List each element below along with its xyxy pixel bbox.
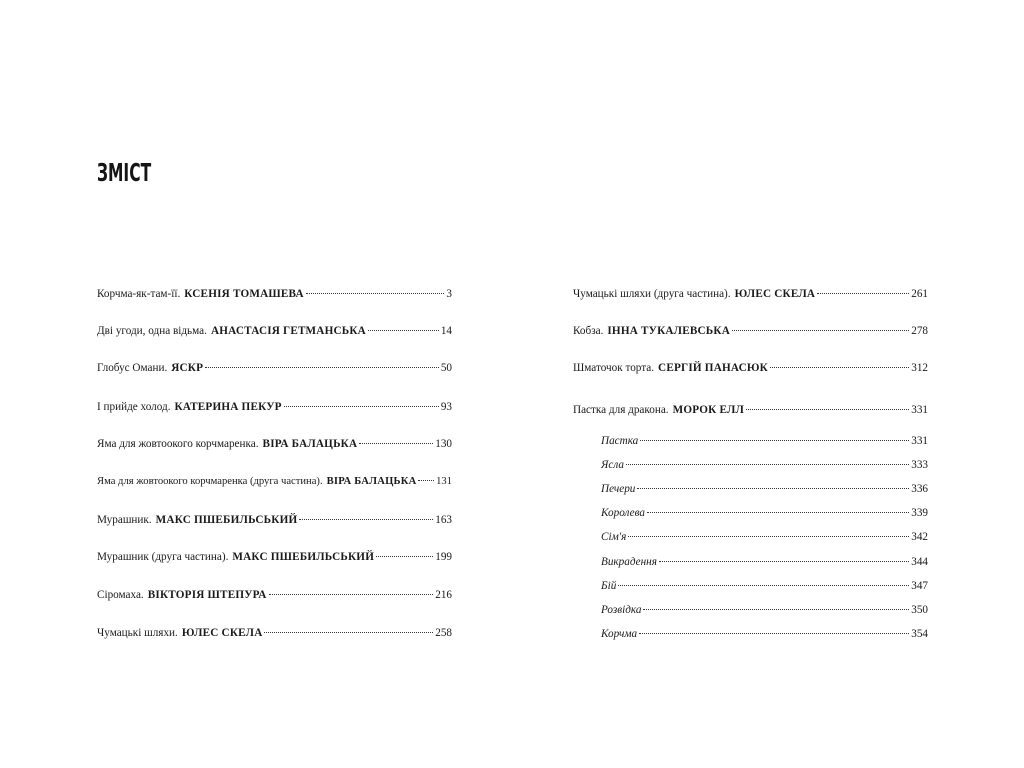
toc-subentry xyxy=(601,458,928,472)
entry-author: ЮЛЕС СКЕЛА xyxy=(734,288,816,300)
toc-entry xyxy=(97,400,452,414)
dot-leader xyxy=(306,293,445,294)
toc-subentry xyxy=(601,506,928,520)
dot-leader xyxy=(643,609,909,610)
subentry-page: 354 xyxy=(911,628,928,640)
dot-leader xyxy=(376,556,433,557)
entry-title: Чумацькі шляхи (друга частина). xyxy=(573,288,731,300)
subentry-page: 344 xyxy=(911,556,928,568)
toc-entry xyxy=(97,550,452,564)
entry-title: Пастка для дракона. xyxy=(573,404,669,416)
entry-author: КАТЕРИНА ПЕКУР xyxy=(174,401,282,413)
entry-title: Яма для жовтоокого корчмаренка. xyxy=(97,438,259,450)
subentry-title: Сім'я xyxy=(601,531,627,543)
entry-author: МАКС ПШЕБИЛЬСЬКИЙ xyxy=(232,551,375,563)
entry-author: МАКС ПШЕБИЛЬСЬКИЙ xyxy=(155,514,298,526)
subentry-page: 350 xyxy=(911,604,928,616)
subentry-title: Королева xyxy=(601,507,646,519)
entry-page: 258 xyxy=(435,627,452,639)
entry-title: Мурашник. xyxy=(97,514,152,526)
dot-leader xyxy=(626,464,909,465)
page-title: ЗМІСТ xyxy=(97,158,152,187)
entry-title: Мурашник (друга частина). xyxy=(97,551,229,563)
subentry-title: Викрадення xyxy=(601,556,657,568)
entry-page: 131 xyxy=(436,476,452,487)
subentry-page: 342 xyxy=(911,531,928,543)
toc-entry xyxy=(97,437,452,451)
toc-entry xyxy=(573,324,928,338)
dot-leader xyxy=(640,440,909,441)
subentry-title: Печери xyxy=(601,483,636,495)
entry-page: 3 xyxy=(446,288,452,300)
entry-page: 163 xyxy=(435,514,452,526)
dot-leader xyxy=(746,409,909,410)
entry-author: ЮЛЕС СКЕЛА xyxy=(181,627,263,639)
entry-title: Кобза. xyxy=(573,325,604,337)
toc-entry xyxy=(97,361,452,375)
toc-subentry xyxy=(601,434,928,448)
entry-page: 93 xyxy=(440,401,452,413)
dot-leader xyxy=(359,443,433,444)
subentry-page: 339 xyxy=(911,507,928,519)
toc-entry xyxy=(573,403,928,417)
entry-title: І прийде холод. xyxy=(97,401,171,413)
toc-entry xyxy=(97,588,452,602)
dot-leader xyxy=(659,561,909,562)
entry-title: Яма для жовтоокого корчмаренка (друга частина). xyxy=(97,476,323,487)
dot-leader xyxy=(618,585,909,586)
entry-page: 130 xyxy=(435,438,452,450)
entry-page: 261 xyxy=(911,288,928,300)
toc-entry xyxy=(97,513,452,527)
entry-page: 278 xyxy=(911,325,928,337)
dot-leader xyxy=(732,330,909,331)
toc-subentry xyxy=(601,482,928,496)
toc-entry xyxy=(97,287,452,301)
entry-author: ВІКТОРІЯ ШТЕПУРА xyxy=(147,589,267,601)
dot-leader xyxy=(628,536,909,537)
entry-page: 199 xyxy=(435,551,452,563)
dot-leader xyxy=(817,293,909,294)
entry-author: АНАСТАСІЯ ГЕТМАНСЬКА xyxy=(210,325,366,337)
subentry-page: 333 xyxy=(911,459,928,471)
toc-subentry xyxy=(601,555,928,569)
dot-leader xyxy=(269,594,434,595)
toc-entry xyxy=(97,324,452,338)
entry-title: Сіромаха. xyxy=(97,589,144,601)
dot-leader xyxy=(770,367,909,368)
subentry-title: Пастка xyxy=(601,435,639,447)
dot-leader xyxy=(418,480,434,481)
entry-page: 312 xyxy=(911,362,928,374)
toc-subentry xyxy=(601,579,928,593)
entry-author: КСЕНІЯ ТОМАШЕВА xyxy=(184,288,304,300)
dot-leader xyxy=(368,330,439,331)
entry-author: МОРОК ЕЛЛ xyxy=(672,404,745,416)
entry-page: 14 xyxy=(440,325,452,337)
toc-entry xyxy=(573,361,928,375)
toc-subentry xyxy=(601,530,928,544)
entry-title: Дві угоди, одна відьма. xyxy=(97,325,207,337)
entry-author: СЕРГІЙ ПАНАСЮК xyxy=(658,362,768,374)
right-page xyxy=(512,0,1024,768)
dot-leader xyxy=(647,512,909,513)
entry-author: ІННА ТУКАЛЕВСЬКА xyxy=(607,325,730,337)
toc-subentry xyxy=(601,627,928,641)
subentry-title: Розвідка xyxy=(601,604,642,616)
subentry-title: Корчма xyxy=(601,628,638,640)
entry-page: 50 xyxy=(440,362,452,374)
dot-leader xyxy=(637,488,909,489)
toc-entry xyxy=(97,475,452,489)
dot-leader xyxy=(639,633,909,634)
subentry-title: Ясла xyxy=(601,459,624,471)
entry-title: Глобус Омани. xyxy=(97,362,168,374)
entry-title: Чумацькі шляхи. xyxy=(97,627,178,639)
toc-entry xyxy=(97,626,452,640)
dot-leader xyxy=(284,406,439,407)
entry-author: ВІРА БАЛАЦЬКА xyxy=(262,438,358,450)
toc-subentry xyxy=(601,603,928,617)
entry-title: Шматочок торта. xyxy=(573,362,655,374)
subentry-page: 347 xyxy=(911,580,928,592)
dot-leader xyxy=(299,519,433,520)
entry-author: ЯСКР xyxy=(171,362,204,374)
entry-author: ВІРА БАЛАЦЬКА xyxy=(326,476,417,487)
subentry-page: 331 xyxy=(911,435,928,447)
entry-page: 216 xyxy=(435,589,452,601)
subentry-page: 336 xyxy=(911,483,928,495)
subentry-title: Бій xyxy=(601,580,617,592)
entry-page: 331 xyxy=(911,404,928,416)
entry-title: Корчма-як-там-її. xyxy=(97,288,181,300)
left-page xyxy=(0,0,500,768)
toc-entry xyxy=(573,287,928,301)
dot-leader xyxy=(205,367,439,368)
dot-leader xyxy=(264,632,433,633)
